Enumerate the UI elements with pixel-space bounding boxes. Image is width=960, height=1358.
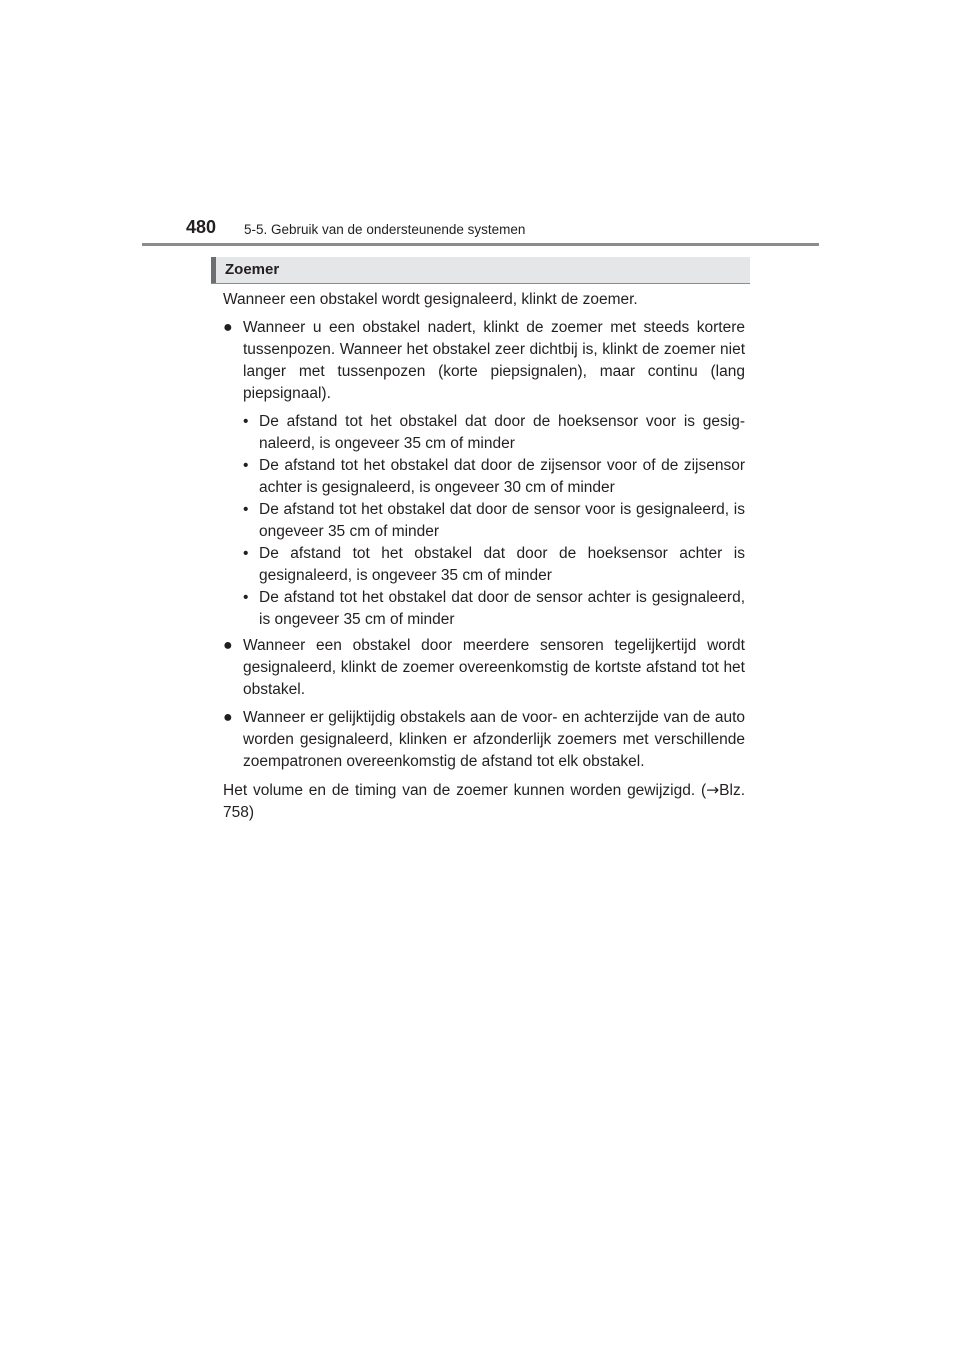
sub-bullet-icon: • bbox=[243, 589, 249, 606]
closing-text bbox=[223, 779, 745, 824]
intro-text: Wanneer een obstakel wordt gesignaleerd, klinkt de zoemer. bbox=[223, 291, 638, 308]
bullet-item bbox=[223, 707, 745, 773]
section-heading: Zoemer bbox=[225, 261, 280, 278]
section-heading-bar bbox=[211, 257, 750, 284]
bullet-item bbox=[223, 635, 745, 701]
page-reference: Blz. 758) bbox=[223, 782, 745, 821]
list-item bbox=[223, 455, 745, 499]
sub-bullet-icon: • bbox=[243, 413, 249, 430]
list-item-text: De afstand tot het obstakel dat door de sensor voor is gesignaleerd, is ongeveer 35 cm of minder bbox=[259, 501, 745, 540]
bullet-icon: ● bbox=[223, 319, 233, 336]
list-item-text: De afstand tot het obstakel dat door de sensor achter is gesignaleerd, is ongeveer 35 cm of minder bbox=[259, 589, 745, 628]
section-title: 5-5. Gebruik van de ondersteunende systemen bbox=[244, 222, 526, 237]
list-item bbox=[223, 499, 745, 543]
page-number: 480 bbox=[186, 217, 217, 237]
closing-sentence: Het volume en de timing van de zoemer kunnen worden gewijzigd. ( bbox=[223, 782, 707, 799]
sub-bullet-icon: • bbox=[243, 457, 249, 474]
sub-bullet-icon: • bbox=[243, 501, 249, 518]
body-content bbox=[223, 289, 745, 824]
list-item-text: De afstand tot het obstakel dat door de hoeksensor voor is gesignaleerd, is ongeveer 35 cm of minder bbox=[259, 413, 745, 452]
bullet-text: Wanneer een obstakel door meerdere sensoren tegelijkertijd wordt gesignaleerd, klinkt de zoemer overeenkomstig de kortste afstand tot het obstakel. bbox=[243, 637, 745, 698]
bullet-item bbox=[223, 317, 745, 405]
bullet-text: Wanneer er gelijktijdig obstakels aan de voor- en achterzijde van de auto worden gesignaleerd, klinken er afzonderlijk zoemers met verschillende zoempatronen overeenkomstig de afstand tot elk obstakel. bbox=[243, 709, 745, 770]
distance-list bbox=[223, 411, 745, 631]
list-item bbox=[223, 411, 745, 455]
bullet-icon: ● bbox=[223, 637, 233, 654]
sub-bullet-icon: • bbox=[243, 545, 249, 562]
list-item-text: De afstand tot het obstakel dat door de hoeksensor achter is gesignaleerd, is ongeveer 35 cm of minder bbox=[259, 545, 745, 584]
bullet-icon: ● bbox=[223, 709, 233, 726]
list-item bbox=[223, 543, 745, 587]
list-item-text: De afstand tot het obstakel dat door de zijsensor voor of de zijsensor achter is gesignaleerd, is ongeveer 30 cm of minder bbox=[259, 457, 745, 496]
bullet-text: Wanneer u een obstakel nadert, klinkt de zoemer met steeds kortere tussenpozen. Wanneer het obstakel zeer dichtbij is, klinkt de zoemer niet langer met tussenpozen (korte piepsignalen), maar continu (lang piepsignaal). bbox=[243, 319, 745, 402]
arrow-icon: → bbox=[706, 781, 720, 799]
heading-accent bbox=[211, 257, 216, 283]
header-rule bbox=[142, 243, 819, 246]
list-item bbox=[223, 587, 745, 631]
